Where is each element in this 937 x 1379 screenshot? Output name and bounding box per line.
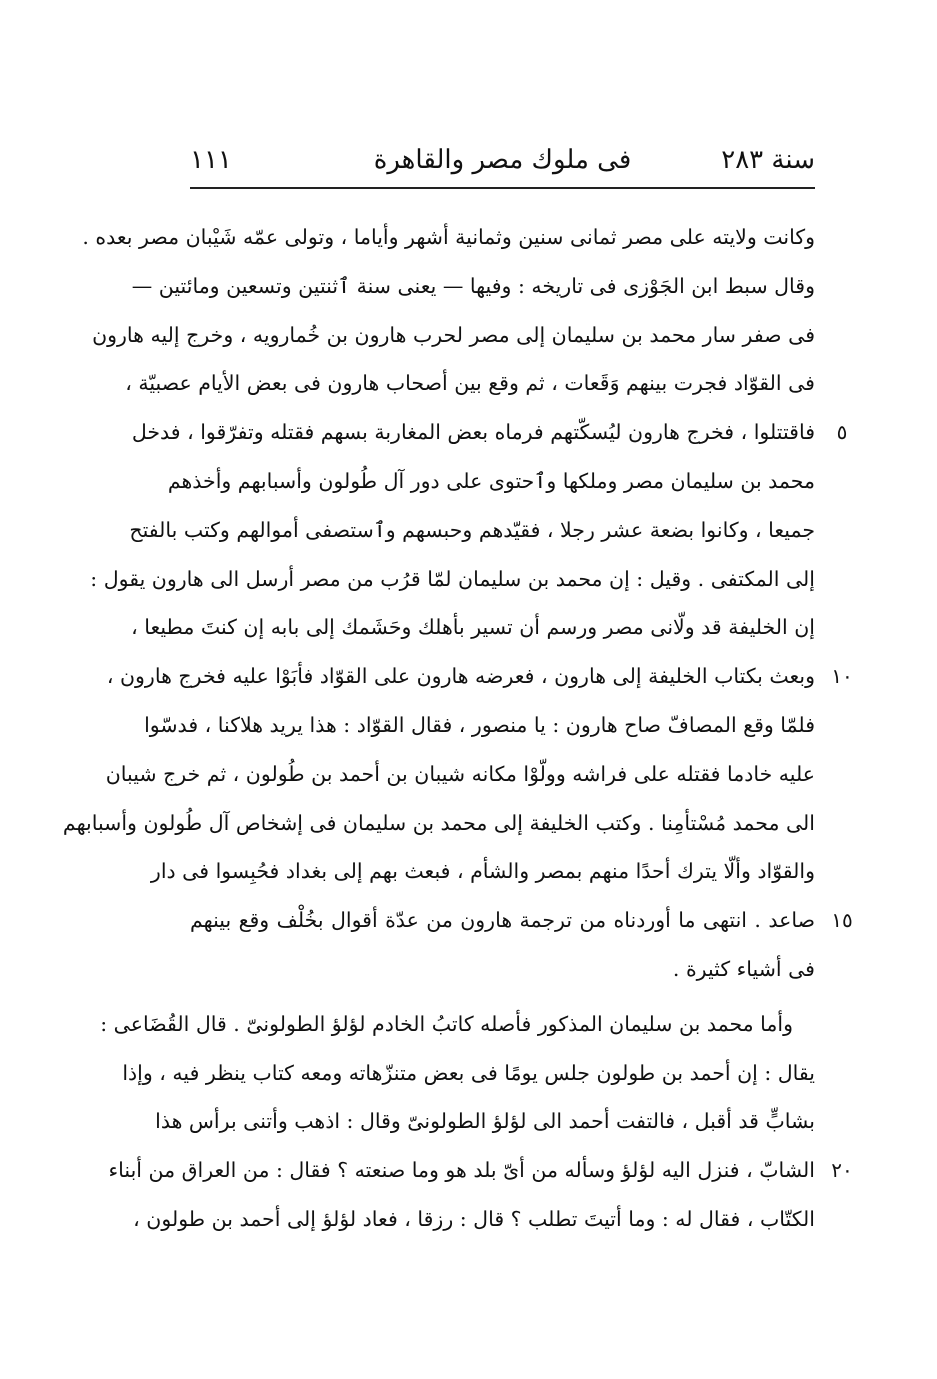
text-line: محمد بن سليمان مصر وملكها وٱحتوى على دور آل طُولون وأسبابهم وأخذهم (167, 468, 815, 493)
text-line: إلى المكتفى . وقيل : إن محمد بن سليمان لمّا قرُب من مصر أرسل الى هارون يقول : (90, 566, 815, 591)
text-line: فاقتتلوا ، فخرج هارون ليُسكّتهم فرماه بعض المغاربة بسهم فقتله وتفرّقوا ، فدخل (131, 420, 815, 445)
header-page-number: ١١١ (190, 145, 232, 175)
text-line: والقوّاد وألّا يترك أحدًا منهم بمصر والشأم ، فبعث بهم إلى بغداد فحُبِسوا فى دار (150, 859, 815, 884)
text-line: فى صفر سار محمد بن سليمان إلى مصر لحرب هارون بن خُمارويه ، وخرج إليه هارون (92, 322, 815, 347)
text-line: إن الخليفة قد ولّانى مصر ورسم أن تسير بأهلك وحَشَمك إلى بابه إن كنتَ مطيعا ، (131, 615, 815, 640)
line-number: ١٥ (831, 908, 853, 933)
text-line: جميعا ، وكانوا بضعة عشر رجلا ، فقيّدهم وحبسهم وٱستصفى أموالهم وكتب بالفتح (129, 517, 815, 542)
body-text (62, 213, 815, 1244)
running-header (190, 140, 815, 180)
line-number: ١٠ (831, 664, 853, 689)
text-line: الشابّ ، فنزل اليه لؤلؤ وسأله من أىّ بلد هو وما صنعته ؟ فقال : من العراق من أبناء (108, 1158, 815, 1183)
text-line: فى أشياء كثيرة . (672, 956, 815, 981)
header-rule (190, 187, 815, 189)
text-line: فلمّا وقع المصافّ صاح هارون : يا منصور ، فقال القوّاد : هذا يريد هلاكنا ، فدسّوا (144, 712, 815, 737)
line-number: ٥ (836, 420, 848, 445)
text-line: وأما محمد بن سليمان المذكور فأصله كاتبُ الخادم لؤلؤ الطولونىّ . قال القُضَاعى : (100, 1011, 793, 1036)
text-line: الى محمد مُسْتأمِنا . وكتب الخليفة إلى محمد بن سليمان فى إشخاص آل طُولون وأسبابهم (62, 810, 815, 835)
text-line: عليه خادما فقتله على فراشه وولّوْا مكانه شيبان بن أحمد بن طُولون ، ثم خرج شيبان (105, 761, 815, 786)
text-line: وقال سبط ابن الجَوْزى فى تاريخه : وفيها — يعنى سنة ٱثنتين وتسعين ومائتين — (131, 273, 815, 298)
text-line: صاعد . انتهى ما أوردناه من ترجمة هارون من عدّة أقوال بخُلْف وقع بينهم (190, 908, 815, 933)
text-line: وبعث بكتاب الخليفة إلى هارون ، فعرضه هارون على القوّاد فأبَوْا عليه فخرج هارون ، (106, 664, 815, 689)
text-line: يقال : إن أحمد بن طولون جلس يومًا فى بعض متنزّهاته ومعه كتاب ينظر فيه ، وإذا (122, 1060, 815, 1085)
header-year: سنة ٢٨٣ (721, 145, 815, 175)
text-line: بشابٍّ قد أقبل ، فالتفت أحمد الى لؤلؤ الطولونىّ وقال : اذهب وأتنى برأس هذا (155, 1109, 815, 1134)
line-number: ٢٠ (831, 1158, 853, 1183)
text-line: فى القوّاد فجرت بينهم وَقَعات ، ثم وقع بين أصحاب هارون فى بعض الأيام عصبيّة ، (125, 371, 815, 396)
text-line: وكانت ولايته على مصر ثمانى سنين وثمانية أشهر وأياما ، وتولى عمّه شَيْبان مصر بعده . (82, 225, 815, 249)
header-title: فى ملوك مصر والقاهرة (373, 145, 632, 175)
text-line: الكتّاب ، فقال له : وما أتيتَ تطلب ؟ قال : رزقا ، فعاد لؤلؤ إلى أحمد بن طولون ، (133, 1206, 815, 1231)
